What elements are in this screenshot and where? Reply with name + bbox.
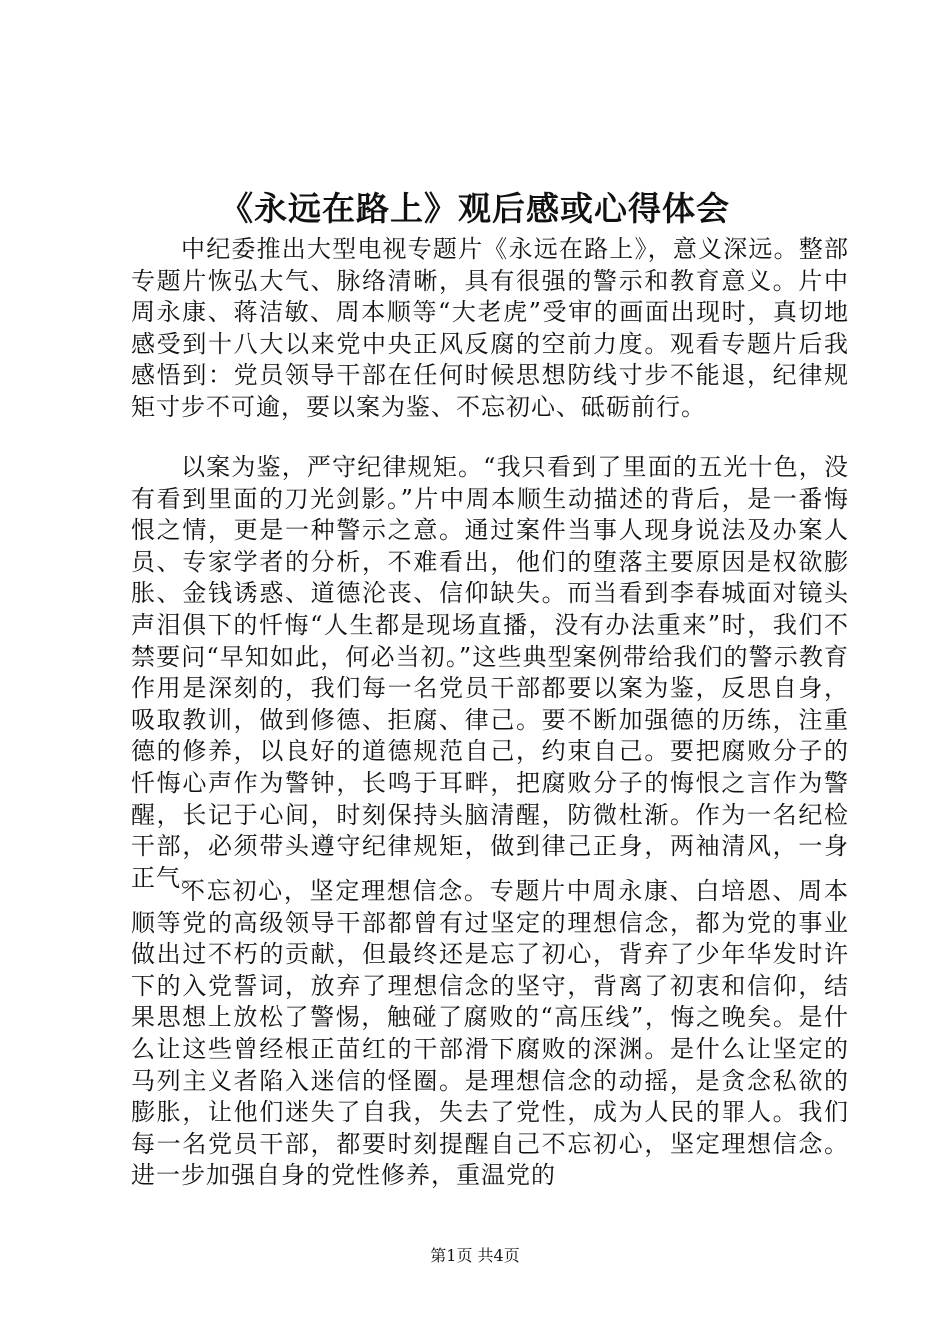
paragraph-lesson-from-cases: 以案为鉴，严守纪律规矩。“我只看到了里面的五光十色，没有看到里面的刀光剑影。”片中周本顺生动描述的背后，是一番悔恨之情，更是一种警示之意。通过案件当事人现身说法及办案人员、专家学者的分析，不难看出，他们的堕落主要原因是权欲膨胀、金钱诱惑、道德沦丧、信仰缺失。而当看到李春城面对镜头声泪俱下的忏悔“人生都是现场直播，没有办法重来”时，我们不禁要问“早知如此，何必当初。”这些典型案例带给我们的警示教育作用是深刻的，我们每一名党员干部都要以案为鉴，反思自身，吸取教训，做到修德、拒腐、律己。要不断加强德的历练，注重德的修养，以良好的道德规范自己，约束自己。要把腐败分子的忏悔心声作为警钟，长鸣于耳畔，把腐败分子的悔恨之言作为警醒，长记于心间，时刻保持头脑清醒，防微杜渐。作为一名纪检干部，必须带头遵守纪律规矩，做到律己正身，两袖清风，一身正气。 bbox=[131, 453, 849, 892]
paragraph-intro: 中纪委推出大型电视专题片《永远在路上》，意义深远。整部专题片恢弘大气、脉络清晰，具有很强的警示和教育意义。片中周永康、蒋洁敏、周本顺等“大老虎”受审的画面出现时，真切地感受到十八大以来党中央正风反腐的空前力度。观看专题片后我感悟到：党员领导干部在任何时候思想防线寸步不能退，纪律规矩寸步不可逾，要以案为鉴、不忘初心、砥砺前行。 bbox=[131, 235, 849, 421]
document-title: 《永远在路上》观后感或心得体会 bbox=[220, 189, 730, 228]
page-number-footer: 第1页 共4页 bbox=[430, 1246, 520, 1265]
paragraph-original-aspiration: 不忘初心，坚定理想信念。专题片中周永康、白培恩、周本顺等党的高级领导干部都曾有过坚定的理想信念，都为党的事业做出过不朽的贡献，但最终还是忘了初心，背弃了少年华发时许下的入党誓词，放弃了理想信念的坚守，背离了初衷和信仰，结果思想上放松了警惕，触碰了腐败的“高压线”，悔之晚矣。是什么让这些曾经根正苗红的干部滑下腐败的深渊。是什么让坚定的马列主义者陷入迷信的怪圈。是理想信念的动摇，是贪念私欲的膨胀，让他们迷失了自我，失去了党性，成为人民的罪人。我们每一名党员干部，都要时刻提醒自己不忘初心，坚定理想信念。进一步加强自身的党性修养，重温党的 bbox=[131, 877, 849, 1190]
